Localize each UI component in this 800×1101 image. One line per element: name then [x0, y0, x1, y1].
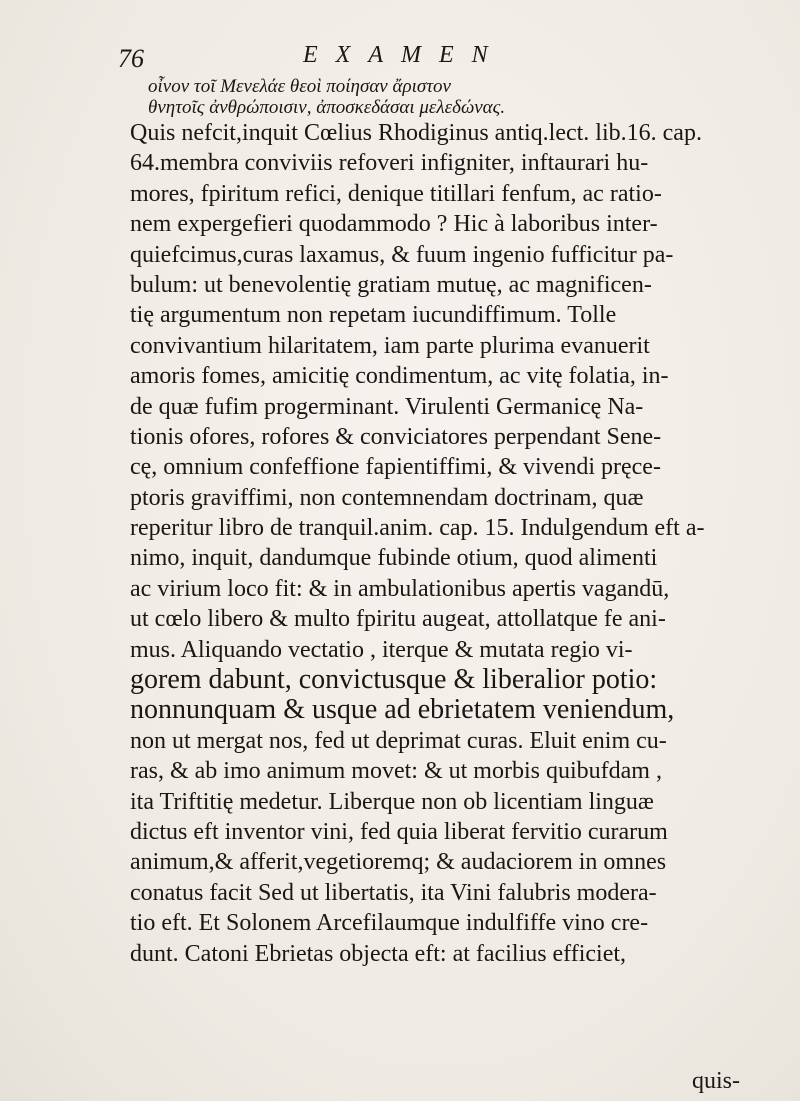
running-head: EXAMEN — [303, 42, 506, 68]
text-line: conatus facit Sed ut libertatis, ita Vini falubris modera- — [130, 879, 657, 906]
text-line: nem expergefieri quodammodo ? Hic à laboribus inter- — [130, 211, 658, 238]
text-line: nimo, inquit, dandumque fubinde otium, quod alimenti — [130, 545, 658, 572]
text-line: ut cœlo libero & multo fpiritu augeat, attollatque fe ani- — [130, 606, 666, 633]
greek-quote-line: θνητοῖς ἀνθρώποισιν, ἀποσκεδάσαι μελεδώνας. — [148, 97, 506, 118]
text-line: amoris fomes, amicitię condimentum, ac vitę folatia, in- — [130, 363, 669, 390]
text-line: dunt. Catoni Ebrietas objecta eft: at facilius efficiet, — [130, 940, 627, 967]
text-line: bulum: ut benevolentię gratiam mutuę, ac magnificen- — [130, 271, 652, 298]
text-line: gorem dabunt, convictusque & liberalior potio: — [130, 665, 658, 696]
body-text — [130, 118, 770, 969]
catchword: quis- — [692, 1068, 740, 1094]
text-line: 64.membra conviviis refoveri infigniter, inftaurari hu- — [130, 150, 649, 177]
text-line: animum,& afferit,vegetioremq; & audaciorem in omnes — [130, 849, 667, 876]
page-number: 76 — [118, 44, 144, 73]
text-line: cę, omnium confeffione fapientiffimi, & vivendi pręce- — [130, 454, 661, 481]
page-header — [118, 36, 758, 73]
text-line: dictus eft inventor vini, fed quia liberat fervitio curarum — [130, 818, 668, 845]
text-line: quiefcimus,curas laxamus, & fuum ingenio fufficitur pa- — [130, 241, 674, 268]
text-line: convivantium hilaritatem, iam parte plurima evanuerit — [130, 332, 650, 359]
text-line: ptoris graviffimi, non contemnendam doctrinam, quæ — [130, 484, 644, 511]
text-line: reperitur libro de tranquil.anim. cap. 15. Indulgendum eft a- — [130, 515, 705, 542]
text-line: ras, & ab imo animum movet: & ut morbis quibufdam , — [130, 758, 662, 785]
text-line: ac virium loco fit: & in ambulationibus apertis vagandū, — [130, 575, 670, 602]
text-line: non ut mergat nos, fed ut deprimat curas. Eluit enim cu- — [130, 727, 667, 754]
text-line: tio eft. Et Solonem Arcefilaumque indulfiffe vino cre- — [130, 910, 649, 937]
text-line: nonnunquam & usque ad ebrietatem veniendum, — [130, 695, 675, 726]
text-line: tię argumentum non repetam iucundiffimum. Tolle — [130, 302, 617, 329]
text-line: ita Triftitię medetur. Liberque non ob licentiam linguæ — [130, 788, 654, 815]
text-line: de quæ fufim progerminant. Virulenti Germanicę Na- — [130, 393, 644, 420]
text-line: Quis nefcit,inquit Cœlius Rhodiginus antiq.lect. lib.16. cap. — [130, 120, 702, 146]
greek-quote-line: οἶνον τοῖ Μενελάε θεοὶ ποίησαν ἄριστον — [148, 76, 451, 97]
text-line: tionis ofores, rofores & conviciatores perpendant Sene- — [130, 423, 662, 450]
text-line: mores, fpiritum refici, denique titillari fenfum, ac ratio- — [130, 180, 662, 207]
text-line: mus. Aliquando vectatio , iterque & mutata regio vi- — [130, 636, 633, 663]
